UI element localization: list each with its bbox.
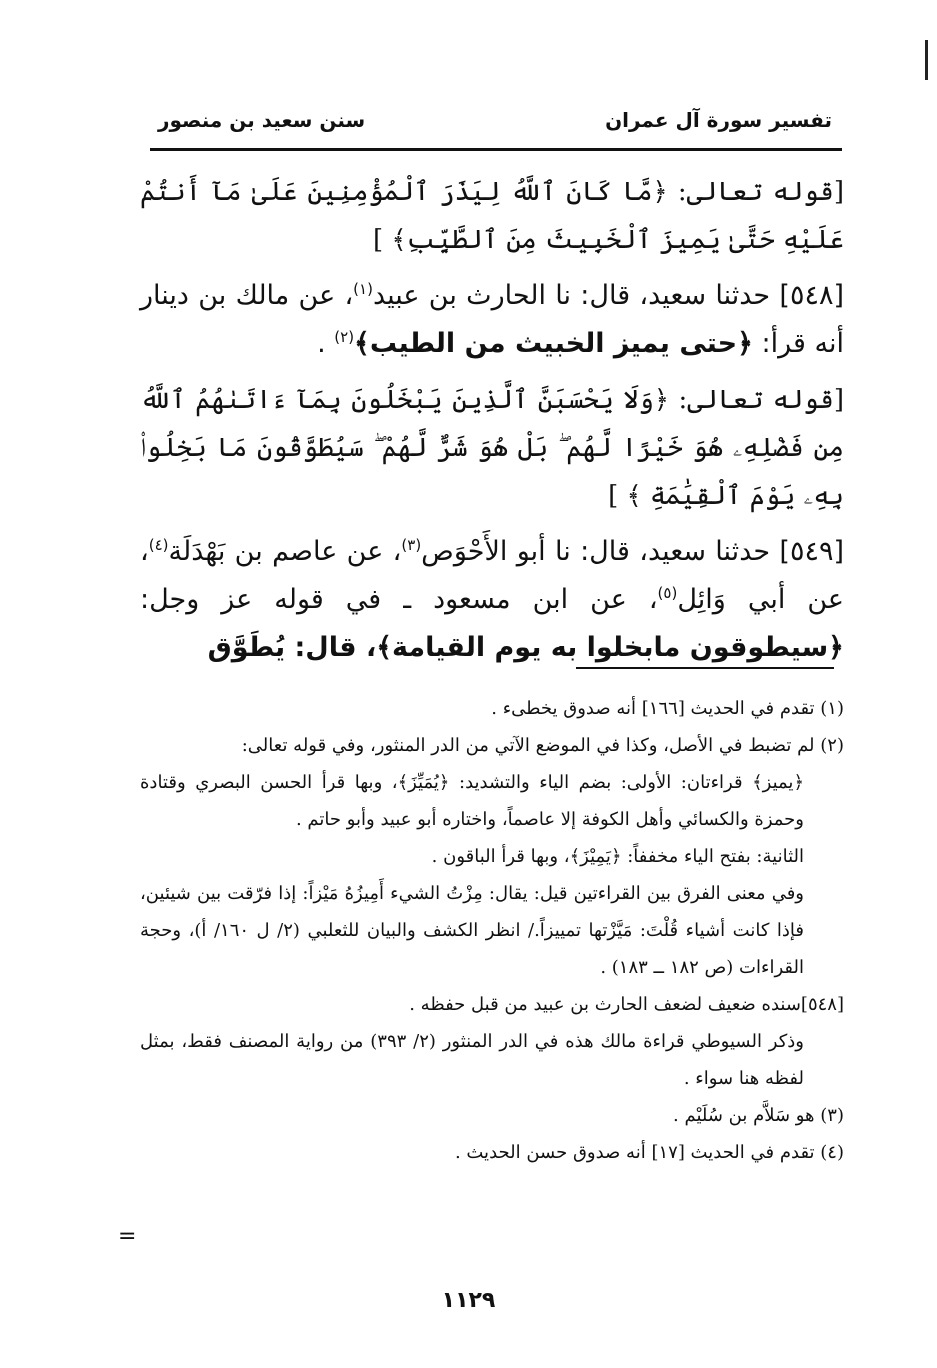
hadith-549-text: ، عن أبي وَائِل — [140, 536, 844, 615]
verse-heading-1: [قوله تعالى: ﴿مَّا كَانَ ٱللَّهُ لِيَذَرَ ٱلْمُؤْمِنِينَ عَلَىٰ مَآ أَنتُمْ عَلَيْهِ حَتَّىٰ يَمِيزَ ٱلْخَبِيثَ مِنَ ٱلطَّيِّبِ﴾ ] — [140, 177, 844, 255]
footnote-548-source: وذكر السيوطي قراءة مالك هذه في الدر المنثور (٢/ ٣٩٣) من رواية المصنف فقط، بمثل لفظه هنا سواء . — [140, 1031, 805, 1089]
footnote-ref-2: (٢) — [334, 328, 355, 346]
hadith-548-text: ، عن مالك بن دينار أنه قرأ: — [140, 280, 844, 359]
hadith-549-quote: ﴿سيطوقون مابخلوا به يوم القيامة﴾، قال: يُطَوَّق — [207, 632, 844, 663]
footnote-ref-3: (٣) — [401, 536, 422, 554]
footnote-548: [٥٤٨]سنده ضعيف لضعف الحارث بن عبيد من قبل حفظه . — [409, 994, 844, 1015]
scan-edge-mark — [925, 40, 928, 80]
verse-heading-2: [قوله تعالى: ﴿وَلَا يَحْسَبَنَّ ٱلَّذِينَ يَبْخَلُونَ بِمَآ ءَاتَىٰهُمُ ٱللَّهُ مِن فَضْلِهِۦ هُوَ خَيْرًا لَّهُم ۖ بَلْ هُوَ شَرٌّ لَّهُمْ ۖ سَيُطَوَّقُونَ مَا بَخِلُوا۟ بِهِۦ يَوْمَ ٱلْقِيَٰمَةِ ﴾ ] — [140, 385, 844, 511]
main-text — [140, 168, 844, 680]
hadith-548-text: . — [317, 328, 335, 359]
footnotes — [140, 690, 844, 1171]
footnote-2: (٢) لم تضبط في الأصل، وكذا في الموضع الآتي من الدر المنثور، وفي قوله تعالى: — [241, 735, 844, 756]
footnote-3: (٣) هو سَلاَّم بن سُلَيْم . — [673, 1105, 844, 1126]
footnote-1: (١) تقدم في الحديث [١٦٦] أنه صدوق يخطىء . — [491, 698, 844, 719]
footnote-2-meaning: وفي معنى الفرق بين القراءتين قيل: يقال: مِزْتُ الشيء أَمِيزُهُ مَيْزاً: إذا فرّقت بين شيئين، فإذا كانت أشياء قُلْتَ: مَيَّزْتها تمييزاً./ انظر الكشف والبيان للثعلبي (٢/ ل ١٦٠/ أ)، وحجة القراءات (ص ١٨٢ ــ ١٨٣) . — [140, 883, 805, 978]
hadith-549-text: [٥٤٩] حدثنا سعيد، قال: نا أبو الأَحْوَص — [421, 536, 844, 567]
footnote-ref-4: (٤) — [148, 536, 169, 554]
footnote-ref-5: (٥) — [657, 584, 678, 602]
hadith-549-text: ، عن عاصم بن بَهْدَلَة — [168, 536, 402, 567]
book-title: سنن سعيد بن منصور — [158, 108, 366, 132]
footnote-4: (٤) تقدم في الحديث [١٧] أنه صدوق حسن الحديث . — [454, 1142, 844, 1163]
header-rule — [150, 148, 842, 151]
footnote-2-second: الثانية: بفتح الياء مخففاً: ﴿يَمِيْزَ﴾، وبها قرأ الباقون . — [431, 846, 804, 867]
page-number: ١١٢٩ — [441, 1288, 496, 1313]
margin-mark: = — [118, 1224, 137, 1249]
hadith-548-text: [٥٤٨] حدثنا سعيد، قال: نا الحارث بن عبيد — [372, 280, 844, 311]
hadith-548 — [140, 272, 844, 368]
footnote-ref-1: (١) — [353, 280, 373, 298]
hadith-549-text: ، عن ابن مسعود ـ في قوله عز وجل: — [140, 584, 658, 615]
footnote-2-readings: ﴿يميز﴾ قراءتان: الأولى: بضم الياء والتشديد: ﴿يُمَيِّزَ﴾، وبها قرأ الحسن البصري وقتادة وحمزة والكسائي وأهل الكوفة إلا عاصماً، واختاره أبو عبيد وأبو حاتم . — [140, 772, 804, 830]
hadith-548-reading: ﴿حتى يميز الخبيث من الطيب﴾ — [354, 328, 753, 359]
hadith-549 — [140, 528, 844, 672]
footnotes-rule — [576, 667, 834, 669]
page-header — [150, 108, 840, 148]
chapter-title: تفسير سورة آل عمران — [605, 108, 832, 132]
